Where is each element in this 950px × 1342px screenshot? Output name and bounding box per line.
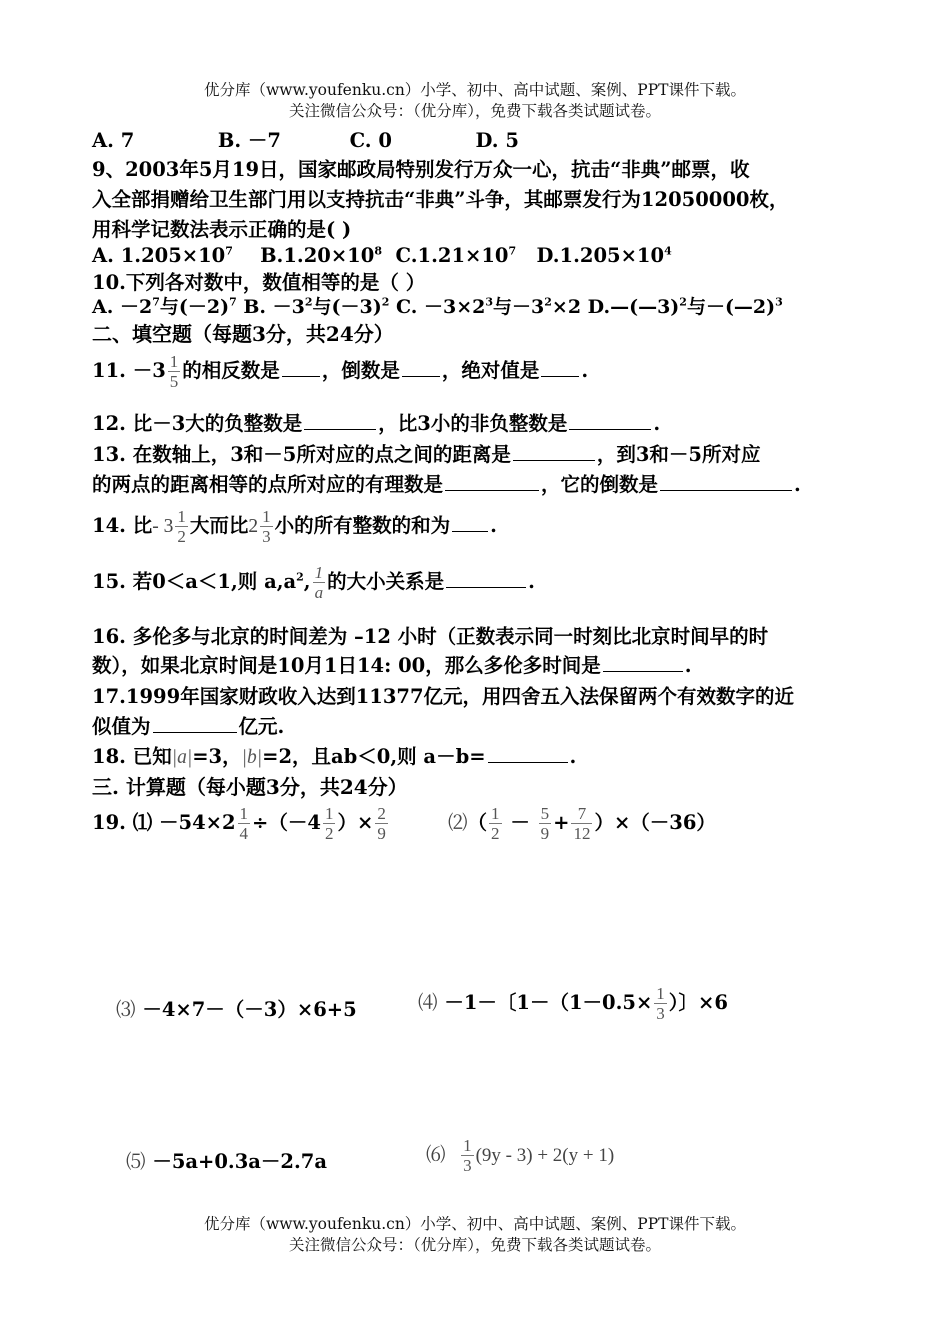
q19-part-1 [92, 804, 390, 843]
q15-fraction-denominator: a [314, 583, 324, 602]
q9-option-d: D.1.205×10 [536, 244, 665, 267]
q19-p2-fraction-1 [489, 804, 502, 843]
q15-fraction [313, 563, 326, 602]
q19-p2-open: （ [467, 811, 488, 834]
q16-end: . [684, 654, 692, 677]
q16-line-2 [92, 650, 692, 678]
q15-exponent: 2 [296, 570, 304, 584]
q10-options [92, 292, 783, 319]
q14-fraction-1-numerator: 1 [177, 507, 186, 526]
q15-text: 的大小关系是 [327, 570, 445, 593]
q19-part-2 [448, 804, 716, 843]
footer-line-2: 关注微信公众号：（优分库），免费下载各类试题试卷。 [288, 1236, 661, 1254]
q10-d-exp2: 3 [775, 295, 783, 309]
q16-text: 数），如果北京时间是10月1日14: 00，那么多伦多时间是 [92, 654, 601, 677]
q12-text-1: 12. 比－3大的负整数是 [92, 412, 303, 435]
q19-p2-plus: + [553, 811, 570, 834]
q10-a-exp2: 7 [229, 295, 237, 309]
q19-p4-expression: －1－〔1－（1－0.5× [444, 991, 653, 1014]
q9-a-exponent: 7 [225, 244, 233, 258]
q19-p1-end: ）× [337, 811, 374, 834]
q10-b-exp2: 2 [381, 295, 390, 309]
q13-text-2: ，到3和－5所对应 [596, 443, 761, 466]
q13-text-3: 的两点的距离相等的点所对应的有理数是 [92, 473, 444, 496]
footer-line-1: 优分库（www.youfenku.cn）小学、初中、高中试题、案例、PPT课件下载。 [203, 1215, 747, 1233]
q13-text-1: 13. 在数轴上，3和－5所对应的点之间的距离是 [92, 443, 511, 466]
q11-blank-1[interactable] [282, 358, 320, 377]
q14-middle-text: 大而比 [189, 514, 249, 537]
q19-p3-label: ⑶ [116, 1000, 136, 1021]
q11-fraction-denominator: 5 [169, 372, 179, 391]
q18-end: . [569, 745, 577, 768]
q9-option-a: A. 1.205×10 [92, 244, 226, 267]
q19-p2-fraction-2 [539, 804, 552, 843]
q10-c-part1: C. －3×2 [389, 296, 486, 318]
q14-fraction-1-denominator: 2 [177, 527, 186, 546]
q11-fraction-numerator: 1 [169, 352, 179, 371]
q11-blank-3[interactable] [541, 358, 579, 377]
q18-blank[interactable] [488, 744, 568, 763]
q14-end: . [490, 514, 497, 537]
q19-part-3 [116, 994, 357, 1022]
q19-p1-middle: ÷（－4 [252, 811, 321, 834]
q8-option-a: A. 7 [92, 129, 135, 152]
q12-end: . [653, 412, 661, 435]
q11-blank-2[interactable] [402, 358, 440, 377]
q19-p1-f3-numerator: 2 [377, 804, 386, 823]
q10-b-part2: 与(－3) [312, 296, 382, 318]
q19-p6-fraction [461, 1136, 474, 1175]
q19-p5-label: ⑸ [126, 1152, 146, 1173]
q10-d-exp1: 2 [679, 295, 687, 309]
q11-prefix: 11. －3 [92, 359, 166, 382]
q13-end: . [794, 473, 801, 496]
q17-line-2 [92, 711, 284, 739]
q9-option-b: B.1.20×10 [260, 244, 375, 267]
q16-line-1: 16. 多伦多与北京的时间差为 –12 小时（正数表示同一时刻比北京时间早的时 [92, 625, 769, 648]
q10-c-part2: 与－3 [493, 296, 545, 318]
q19-p2-f2-denominator: 9 [540, 824, 550, 843]
q12 [92, 408, 660, 436]
q15-blank[interactable] [446, 569, 526, 588]
q11-text-1: 的相反数是 [182, 359, 280, 382]
q19-p1-fraction-3 [375, 804, 388, 843]
q15-prefix: 15. 若0＜a＜1,则 a,a [92, 570, 297, 593]
q8-options [92, 125, 519, 153]
q11-text-3: ，绝对值是 [441, 359, 540, 382]
q19-p3-expression: －4×7－（－3）×6+5 [142, 998, 357, 1021]
q19-p2-label: ⑵ [448, 813, 468, 834]
q19-p5-expression: －5a+0.3a－2.7a [152, 1150, 327, 1173]
q19-p1-f3-denominator: 9 [377, 824, 386, 843]
q17-text-2: 亿元. [238, 715, 285, 738]
section-3-title: 三. 计算题（每小题3分，共24分） [92, 775, 408, 799]
q19-p4-end: ）〕×6 [668, 991, 728, 1014]
q18-text-2: =2，且ab＜0,则 a－b= [262, 745, 486, 768]
q19-p1-f2-denominator: 2 [324, 824, 334, 843]
q11-text-2: ，倒数是 [321, 359, 400, 382]
q14 [92, 507, 497, 546]
q15 [92, 563, 535, 602]
q18-prefix: 18. 已知 [92, 745, 172, 768]
q13-blank-3[interactable] [660, 472, 792, 491]
q19-p2-minus: － [503, 811, 537, 834]
q8-option-d: D. 5 [475, 129, 519, 152]
header-line-2: 关注微信公众号：（优分库），免费下载各类试题试卷。 [288, 102, 661, 120]
q10-a-part2: 与(－2) [159, 296, 230, 318]
q14-fraction-2 [260, 507, 273, 546]
q9-option-c: C.1.21×10 [395, 244, 509, 267]
q10-line-1: 10.下列各对数中，数值相等的是（ ） [92, 271, 426, 294]
q19-p4-label: ⑷ [418, 993, 438, 1014]
q19-p1-fraction-1 [238, 804, 251, 843]
q10-b-exp1: 2 [304, 295, 313, 309]
q19-p4-fraction [654, 984, 667, 1023]
q9-line-2: 入全部捐赠给卫生部门用以支持抗击“非典”斗争，其邮票发行为12050000枚， [92, 188, 789, 211]
q15-comma: , [303, 570, 311, 593]
q19-p6-expression: (9y - 3) + 2(y + 1) [475, 1145, 615, 1166]
q17-blank[interactable] [153, 714, 237, 733]
q10-d-part2: 与－(—2) [686, 296, 776, 318]
q18-abs-b: |b| [241, 747, 263, 768]
q10-c-exp1: 3 [485, 295, 494, 309]
q18-text-1: =3， [192, 745, 242, 768]
q12-text-2: ，比3小的非负整数是 [378, 412, 568, 435]
q19-p2-f3-numerator: 7 [571, 804, 592, 824]
q19-part-5 [126, 1146, 327, 1174]
q12-blank-2[interactable] [569, 411, 651, 430]
q13-text-4: ，它的倒数是 [541, 473, 659, 496]
q19-part-4 [418, 984, 728, 1023]
q14-blank[interactable] [452, 513, 488, 532]
q19-p2-fraction-3 [571, 804, 592, 843]
q14-prefix: 14. 比 [92, 514, 153, 537]
q10-c-exp2: 2 [544, 295, 552, 309]
q18-abs-a: |a| [171, 747, 193, 768]
q14-mixed-1-whole: - 3 [152, 516, 174, 537]
q19-p1-f1-denominator: 4 [239, 824, 249, 843]
q18 [92, 741, 576, 769]
q19-p2-f1-denominator: 2 [491, 824, 500, 843]
q13-blank-2[interactable] [445, 472, 539, 491]
q10-b-part1: B. －3 [236, 296, 305, 318]
q19-part-6 [426, 1136, 614, 1175]
q19-p6-f-denominator: 3 [463, 1156, 472, 1175]
q11-end: . [581, 359, 589, 382]
q14-fraction-1 [175, 507, 188, 546]
q8-option-c: C. 0 [349, 129, 392, 152]
q16-blank[interactable] [603, 653, 683, 672]
q19-p2-f1-numerator: 1 [491, 804, 500, 823]
q19-p2-f3-denominator: 12 [573, 824, 591, 843]
q9-line-3: 用科学记数法表示正确的是( ) [92, 218, 352, 241]
q11-fraction [168, 352, 181, 391]
q12-blank-1[interactable] [304, 411, 376, 430]
q19-p1-prefix: 19. ⑴ －54×2 [92, 811, 236, 834]
q14-fraction-2-numerator: 1 [262, 507, 271, 526]
q13-line-1 [92, 439, 761, 467]
q14-text: 小的所有整数的和为 [274, 514, 451, 537]
q19-p1-fraction-2 [323, 804, 336, 843]
q19-p1-f1-numerator: 1 [239, 804, 249, 823]
q19-p2-end: ）×（－36） [594, 811, 716, 834]
q9-options [92, 244, 672, 267]
section-2-title: 二、填空题（每题3分，共24分） [92, 322, 394, 346]
q10-a-exp1: 7 [152, 295, 160, 309]
q13-blank-1[interactable] [513, 442, 595, 461]
q11 [92, 352, 588, 391]
q10-c-part3: ×2 [551, 296, 582, 318]
q19-p6-label: ⑹ [426, 1145, 446, 1166]
q13-line-2 [92, 469, 801, 497]
header-line-1: 优分库（www.youfenku.cn）小学、初中、高中试题、案例、PPT课件下载。 [203, 81, 747, 99]
q14-fraction-2-denominator: 3 [262, 527, 271, 546]
q19-p4-f-denominator: 3 [656, 1004, 665, 1023]
q9-b-exponent: 8 [374, 244, 382, 258]
q9-d-exponent: 4 [664, 244, 672, 258]
q19-p2-f2-numerator: 5 [540, 804, 550, 823]
q10-d-part1: D.—(—3) [581, 296, 680, 318]
q17-line-1: 17.1999年国家财政收入达到11377亿元，用四舍五入法保留两个有效数字的近 [92, 685, 795, 708]
q14-mixed-2-whole: 2 [248, 516, 259, 537]
q19-p1-f2-numerator: 1 [324, 804, 334, 823]
q15-fraction-numerator: 1 [314, 563, 324, 582]
q15-end: . [528, 570, 535, 593]
q10-a-part1: A. －2 [92, 296, 153, 318]
q8-option-b: B. －7 [217, 129, 282, 152]
q9-c-exponent: 7 [508, 244, 517, 258]
q19-p4-f-numerator: 1 [656, 984, 665, 1003]
q19-p6-f-numerator: 1 [463, 1136, 472, 1155]
q9-line-1: 9、2003年5月19日，国家邮政局特别发行万众一心，抗击“非典”邮票，收 [92, 158, 750, 181]
q17-text-1: 似值为 [92, 715, 151, 738]
